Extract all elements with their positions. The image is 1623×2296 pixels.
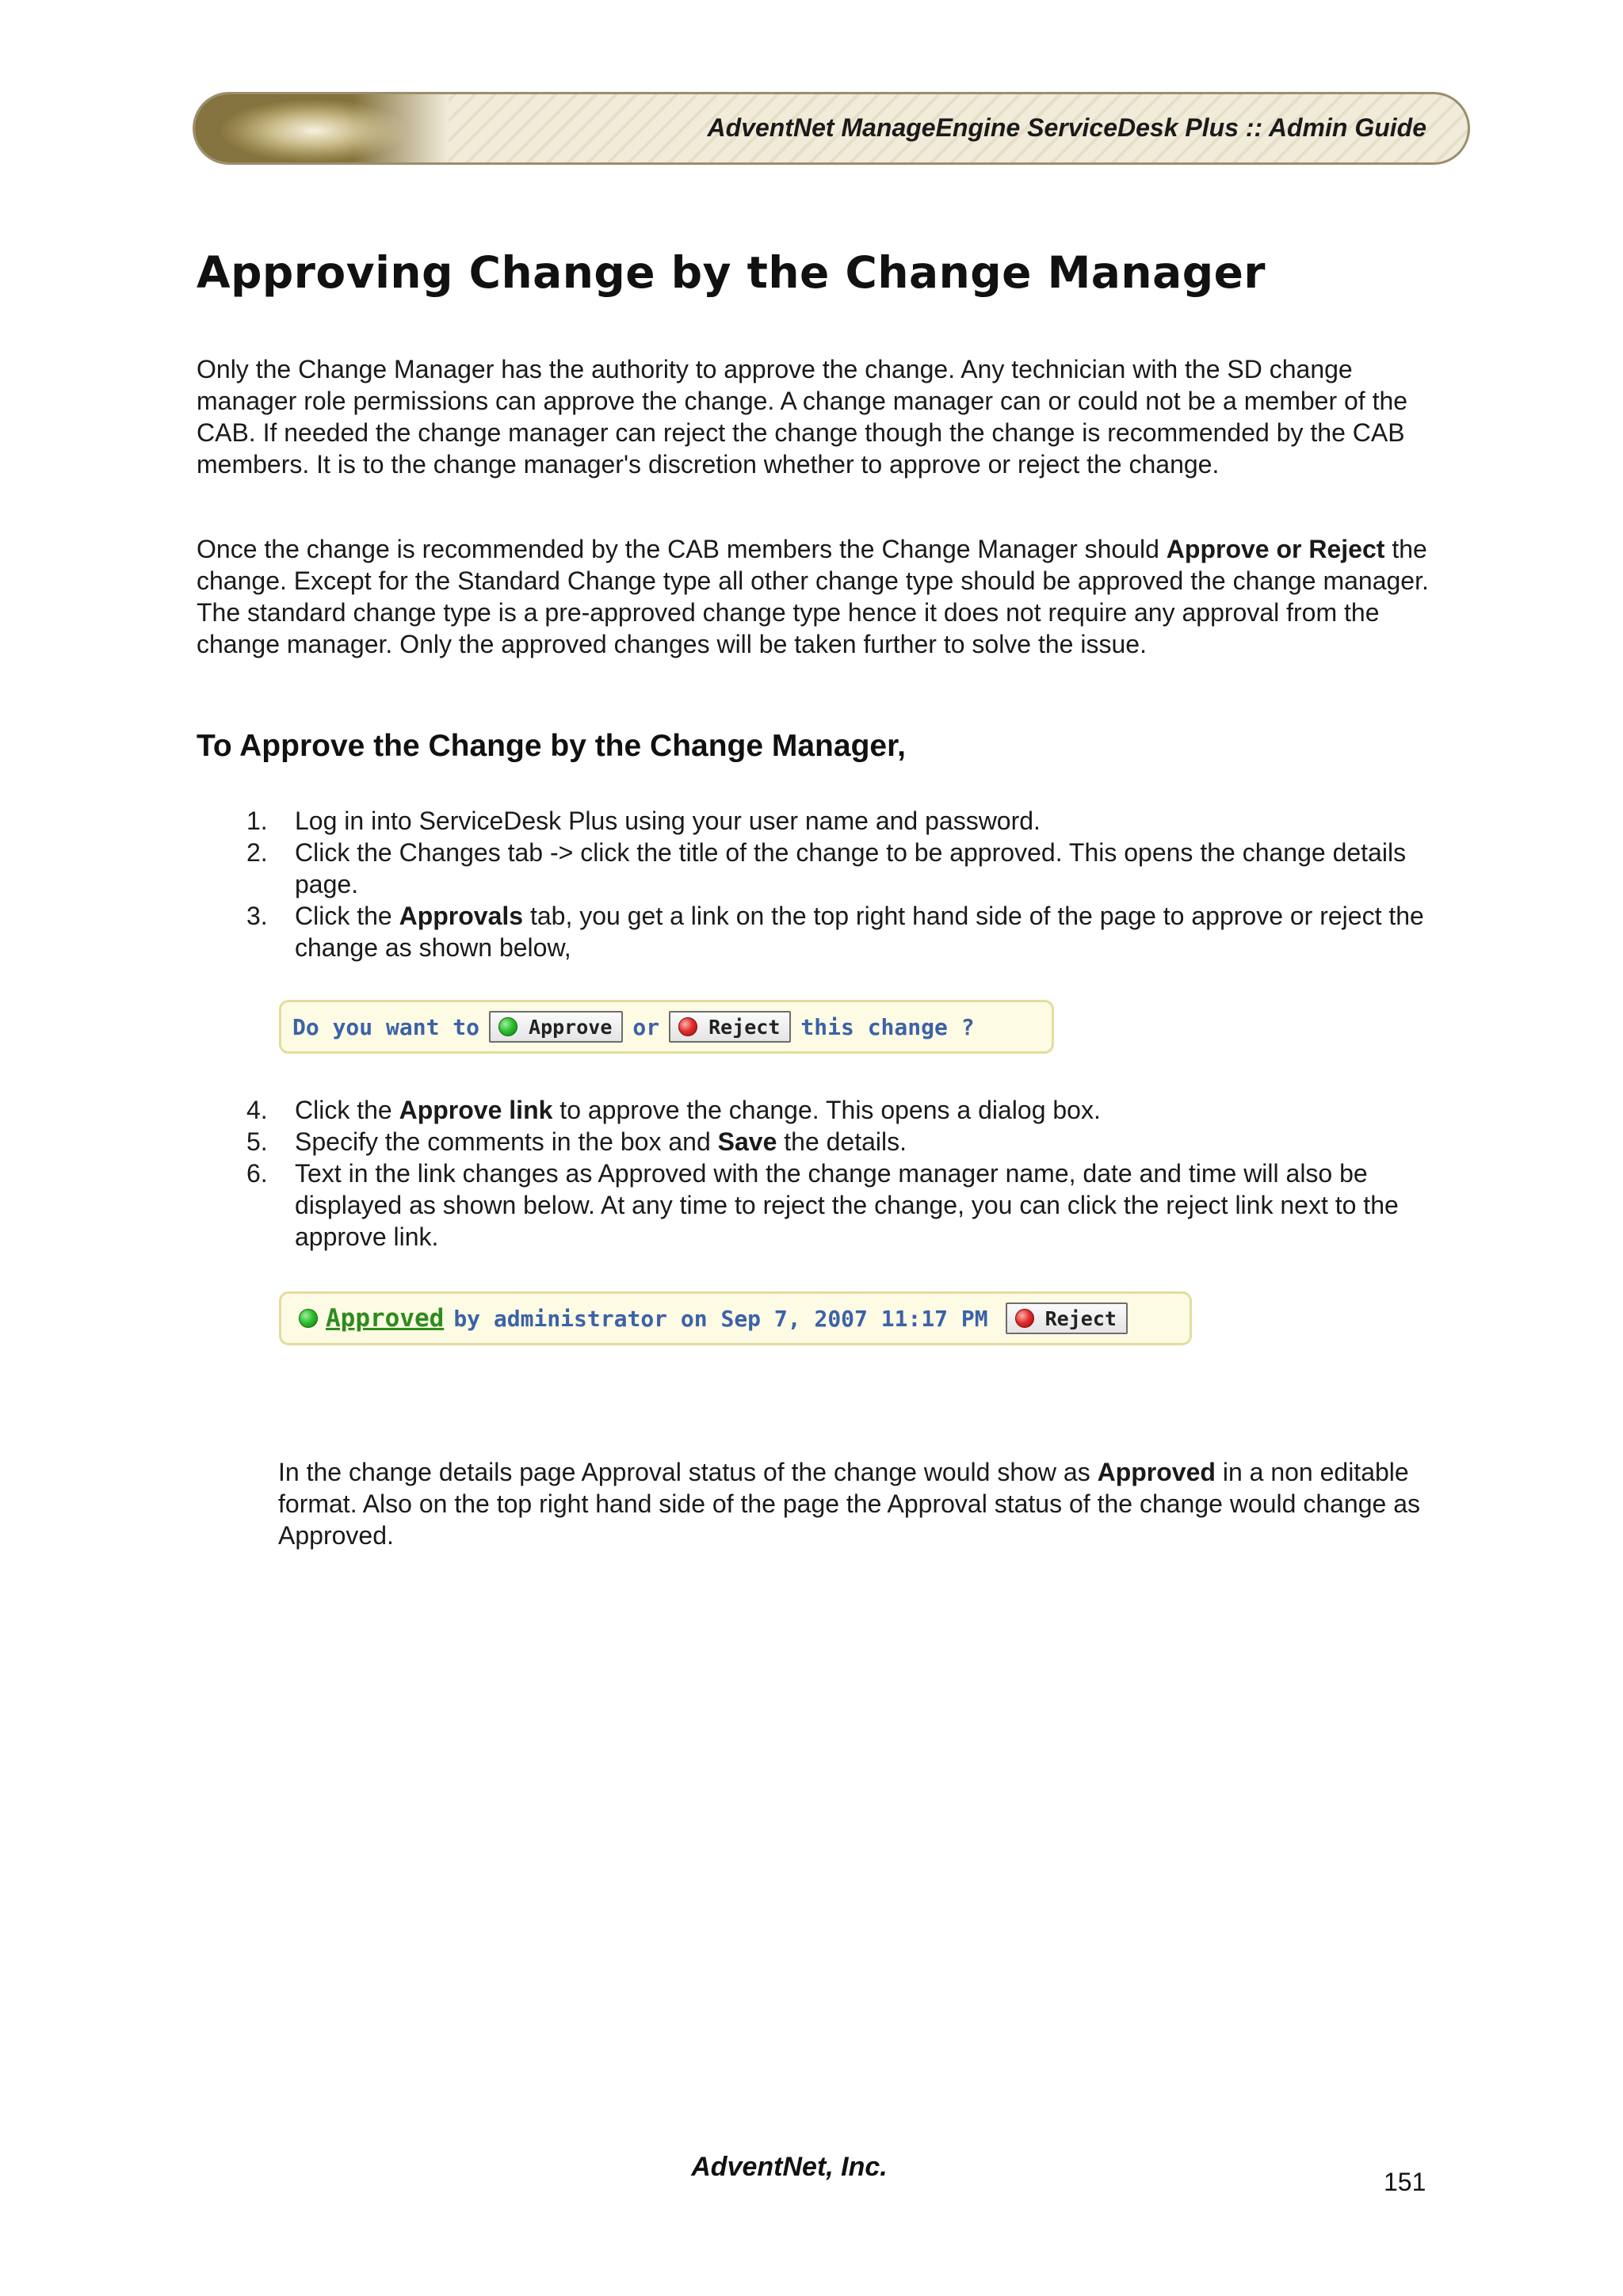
approved-status-widget [279, 1291, 1192, 1345]
banner-decoration-image [195, 94, 449, 162]
closing-paragraph-text-end: in a non editable format. Also on the top right hand side of the page the Approval status of the change would change as Approved. [278, 1458, 1420, 1550]
reject-button[interactable] [1006, 1302, 1128, 1334]
approval-paragraph [197, 533, 1449, 660]
list-item [197, 1126, 1449, 1158]
step-text: Click the [295, 902, 399, 930]
list-item [197, 1094, 1449, 1126]
step-number: 6. [246, 1159, 268, 1188]
step-number: 3. [246, 902, 268, 930]
closing-paragraph [278, 1456, 1451, 1551]
step-text-bold: Save [717, 1127, 777, 1156]
approve-suffix-text: this change ? [800, 1013, 975, 1040]
reject-button-label: Reject [1044, 1306, 1117, 1330]
step-text: Text in the link changes as Approved with the change manager name, date and time will also be displayed as shown below. At any time to reject the change, you can click the reject link next to the approve link. [295, 1159, 1399, 1251]
reject-button[interactable] [669, 1011, 791, 1043]
closing-paragraph-text: In the change details page Approval status of the change would show as [278, 1458, 1098, 1486]
reject-button-label: Reject [708, 1015, 781, 1039]
approve-prompt-text: Do you want to [292, 1013, 480, 1040]
approve-reject-widget [279, 1000, 1054, 1054]
list-item [197, 900, 1449, 963]
approval-detail-text: by administrator on Sep 7, 2007 11:17 PM [453, 1305, 988, 1332]
list-item [197, 805, 1449, 837]
step-number: 5. [246, 1127, 268, 1156]
approved-link[interactable]: Approved [326, 1304, 445, 1333]
red-status-icon [1015, 1309, 1034, 1328]
header-banner [193, 92, 1470, 165]
or-text: or [632, 1013, 660, 1040]
step-number: 1. [246, 807, 268, 835]
green-status-icon [498, 1017, 517, 1036]
approval-paragraph-text-end: the change. Except for the Standard Change type all other change type should be approved the change manager. The standard change type is a pre-approved change type hence it does not require any approval from the change manager. Only the approved changes will be taken further to solve the issue. [197, 535, 1429, 658]
section-subheading: To Approve the Change by the Change Manager, [197, 729, 906, 763]
page-title: Approving Change by the Change Manager [197, 247, 1266, 298]
step-text: Specify the comments in the box and [295, 1127, 718, 1156]
intro-paragraph: Only the Change Manager has the authority to approve the change. Any technician with the SD change manager role permissions can approve the change. A change manager can or could not be a member of the CAB. If needed the change manager can reject the change though the change is recommended by the CAB members. It is to the change manager's discretion whether to approve or reject the change. [197, 355, 1408, 479]
green-status-icon [299, 1309, 318, 1328]
step-text-bold: Approvals [399, 902, 524, 930]
list-item [197, 837, 1449, 900]
page-number: 151 [1384, 2168, 1426, 2196]
step-text-end: the details. [777, 1127, 907, 1156]
step-text-end: to approve the change. This opens a dialog box. [552, 1096, 1101, 1124]
step-number: 4. [246, 1096, 268, 1124]
footer-company: AdventNet, Inc. [691, 2152, 888, 2182]
closing-paragraph-bold: Approved [1097, 1458, 1216, 1486]
approve-button[interactable] [489, 1011, 623, 1043]
step-text-bold: Approve link [399, 1096, 553, 1124]
step-text: Click the Changes tab -> click the title of the change to be approved. This opens the change details page. [295, 838, 1407, 898]
approval-paragraph-bold: Approve or Reject [1166, 535, 1385, 563]
step-number: 2. [246, 838, 268, 867]
guide-title: AdventNet ManageEngine ServiceDesk Plus :: Admin Guide [707, 113, 1426, 142]
step-text-end: tab, you get a link on the top right hand side of the page to approve or reject the change as shown below, [295, 902, 1424, 962]
red-status-icon [678, 1017, 697, 1036]
approve-button-label: Approve [529, 1015, 613, 1039]
step-text: Click the [295, 1096, 399, 1124]
step-text: Log in into ServiceDesk Plus using your user name and password. [295, 807, 1041, 835]
steps-list-part-2 [197, 1094, 1449, 1253]
list-item [197, 1158, 1449, 1253]
steps-list-part-1 [197, 805, 1449, 963]
approval-paragraph-text: Once the change is recommended by the CAB members the Change Manager should [197, 535, 1167, 563]
